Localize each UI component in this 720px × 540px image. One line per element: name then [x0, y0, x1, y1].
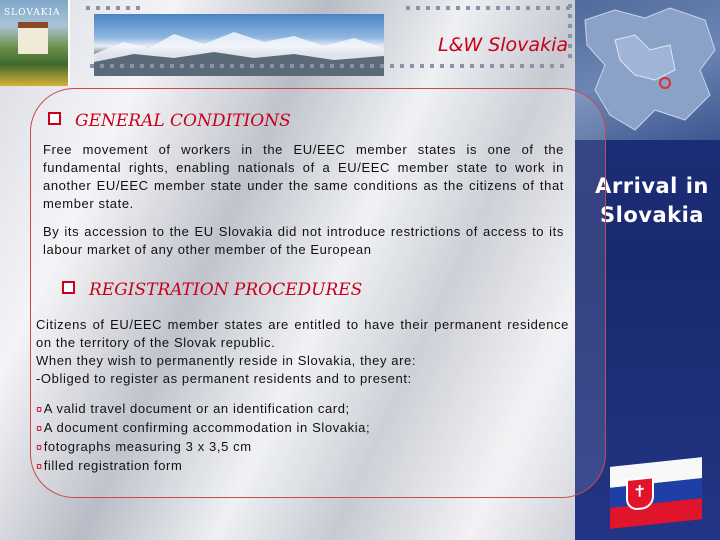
castle-image: [18, 22, 48, 54]
general-conditions-paragraph-1: Free movement of workers in the EU/EEC member states is one of the fundamental rights, enabling nationals of a EU/EEC member state to work in another EU/EEC member state under the same conditions as the citizens of that member state.: [43, 142, 564, 211]
registration-line-2: When they wish to permanently reside in Slovakia, they are:: [36, 353, 417, 368]
registration-line-3: -Obliged to register as permanent residents and to present:: [36, 371, 412, 386]
slovak-flag-image: [610, 457, 702, 529]
currency-bullet-icon: ¤: [36, 442, 43, 454]
list-item-text: A valid travel document or an identification card;: [43, 401, 350, 416]
section-heading-registration-procedures: [62, 280, 362, 300]
currency-bullet-icon: ¤: [36, 404, 43, 416]
list-item-text: filled registration form: [43, 458, 183, 473]
photo-logo-text: SLOVAKIA: [4, 8, 61, 18]
list-item: [36, 438, 456, 457]
square-bullet-icon: [62, 281, 75, 294]
square-bullet-icon: [48, 112, 61, 125]
page-title: L&W Slovakia: [437, 34, 568, 56]
list-item: [36, 457, 456, 476]
list-item: [36, 419, 456, 438]
section-heading-text: REGISTRATION PROCEDURES: [89, 280, 363, 300]
decorative-dot-row-top: [86, 4, 576, 12]
decorative-dot-row-middle: [90, 62, 570, 70]
currency-bullet-icon: ¤: [36, 461, 43, 473]
list-item: [36, 400, 456, 419]
slovakia-map-marker: [659, 77, 671, 89]
header-photo-town: [0, 0, 70, 86]
list-item-text: fotographs measuring 3 x 3,5 cm: [43, 439, 252, 454]
section-heading-general-conditions: [48, 111, 291, 131]
registration-paragraph: Citizens of EU/EEC member states are entitled to have their permanent residence on the territory of the Slovak republic.: [36, 317, 569, 350]
required-documents-list: [36, 400, 456, 476]
sidebar-caption: Arrival in Slovakia: [595, 174, 709, 227]
general-conditions-paragraph-2: By its accession to the EU Slovakia did not introduce restrictions of access to its labour market of any other member of the European: [43, 224, 564, 257]
list-item-text: A document confirming accommodation in Slovakia;: [43, 420, 371, 435]
currency-bullet-icon: ¤: [36, 423, 43, 435]
section-heading-text: GENERAL CONDITIONS: [75, 111, 291, 131]
